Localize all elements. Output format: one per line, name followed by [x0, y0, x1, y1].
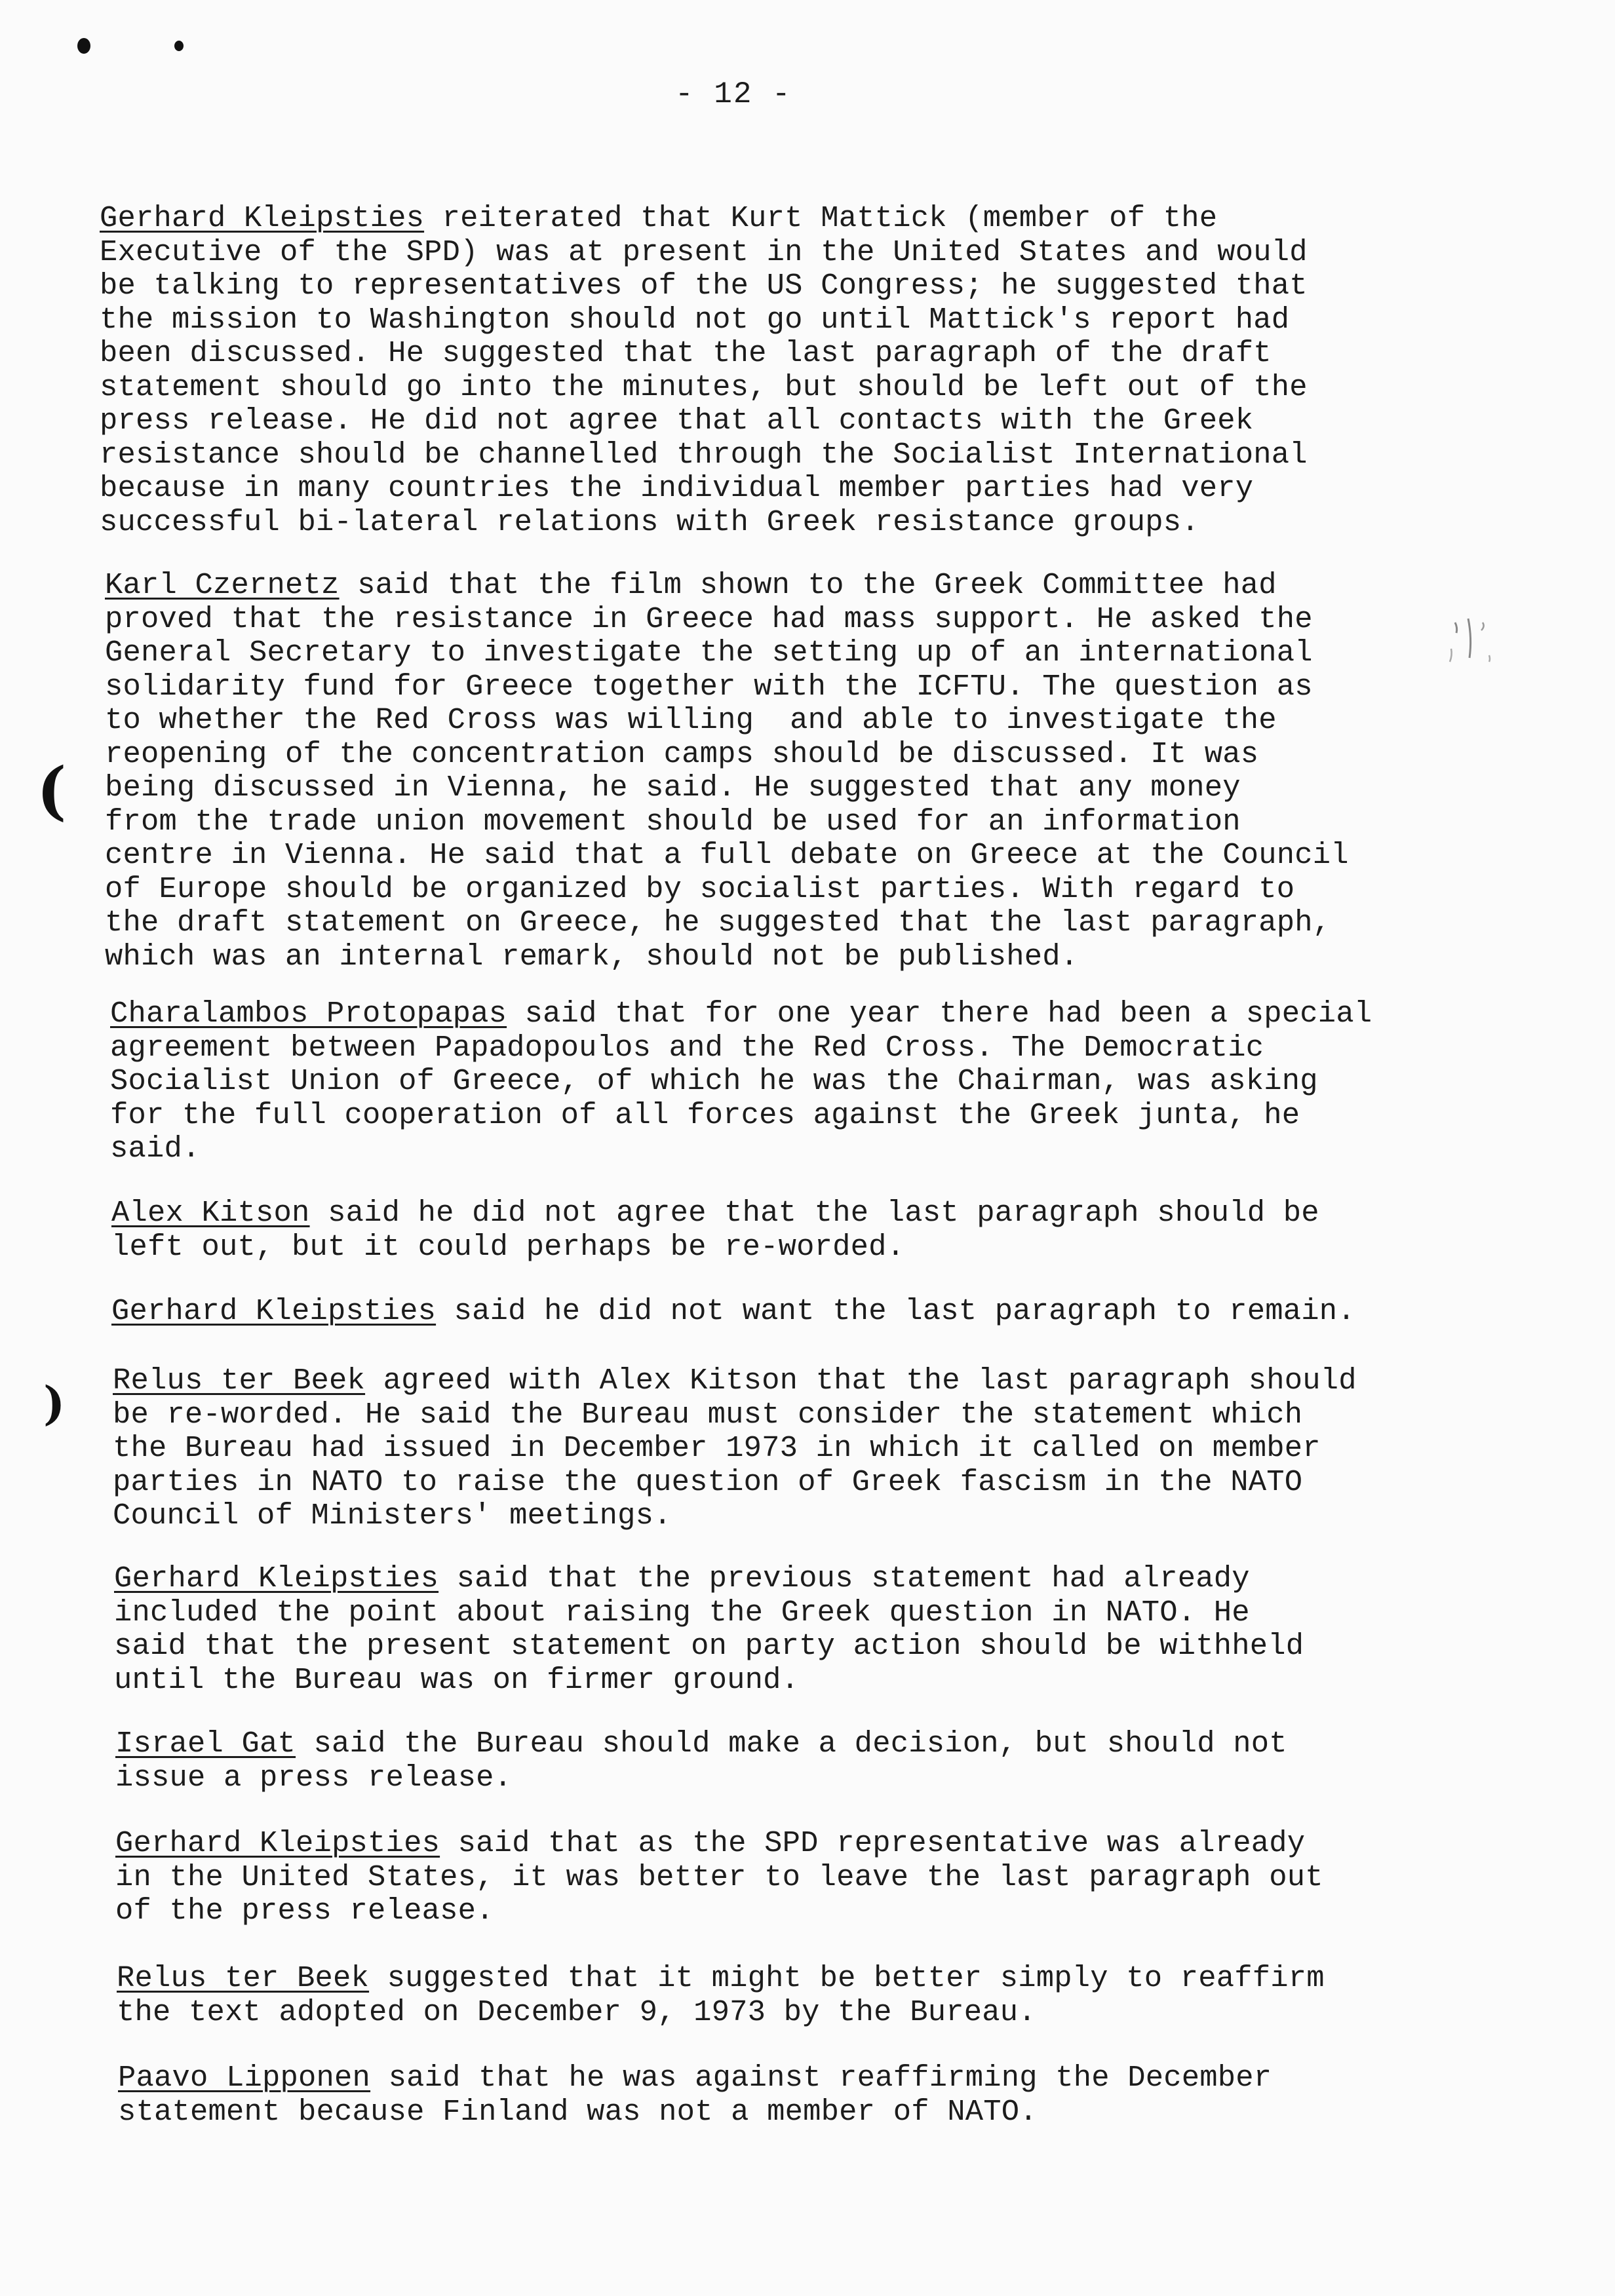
speaker-name: Gerhard Kleipsties [114, 1561, 439, 1596]
speaker-name: Relus ter Beek [113, 1364, 366, 1398]
minutes-paragraph [100, 202, 1509, 539]
page-number: - 12 - [675, 77, 792, 111]
paragraph-text: said that the previous statement had already [438, 1561, 1250, 1596]
paragraph-text: said he did not want the last paragraph to remain. [436, 1294, 1355, 1328]
speaker-name: Paavo Lipponen [118, 2061, 371, 2095]
minutes-paragraph [113, 1364, 1522, 1533]
punch-hole-mark [174, 41, 184, 51]
speaker-name: Karl Czernetz [105, 568, 340, 602]
minutes-paragraph [115, 1727, 1525, 1795]
speaker-name: Israel Gat [115, 1727, 296, 1761]
speaker-name: Alex Kitson [111, 1196, 310, 1230]
minutes-paragraph [111, 1196, 1521, 1264]
speaker-name: Charalambos Protopapas [110, 997, 507, 1031]
paragraph-text: proved that the resistance in Greece had mass support. He asked the General Secretary to investigate the setting up of an international solidarity fund for Greece together with the ICFTU. The question as to whether the Red Cross was willing and able to investigate the reopening of the concentration camps should be discussed. It was being discussed in Vienna, he said. He suggested that any money from the trade union movement should be used for an information centre in Vienna. He said that a full debate on Greece at the Council of Europe should be organized by socialist parties. With regard to the draft statement on Greece, he suggested that the last paragraph, which was an internal remark, should not be published. [105, 602, 1349, 974]
punch-hole-mark [77, 38, 90, 54]
speaker-name: Gerhard Kleipsties [100, 201, 425, 235]
minutes-paragraph [111, 1295, 1521, 1329]
paragraph-text: left out, but it could perhaps be re-worded. [111, 1229, 905, 1264]
margin-bracket-mark: ( [43, 1376, 66, 1430]
speaker-name: Gerhard Kleipsties [111, 1294, 437, 1328]
paragraph-text: issue a press release. [115, 1760, 513, 1795]
paragraph-text: included the point about raising the Greek question in NATO. He said that the present statement on party action should be withheld until the Bureau was on firmer ground. [114, 1595, 1304, 1697]
paragraph-text: said that as the SPD representative was already [440, 1826, 1306, 1860]
minutes-paragraph [118, 2061, 1527, 2129]
minutes-paragraph [105, 569, 1514, 974]
minutes-paragraph [114, 1562, 1523, 1697]
minutes-paragraph [117, 1962, 1526, 2029]
paragraph-text: said that he was against reaffirming the December [370, 2061, 1272, 2095]
paragraph-text: agreement between Papadopoulos and the Red Cross. The Democratic Socialist Union of Greece, of which he was the Chairman, was asking for the full cooperation of all forces against the Greek junta, he said. [110, 1030, 1318, 1166]
paragraph-text: said that for one year there had been a special [507, 997, 1372, 1031]
margin-bracket-mark: ( [37, 754, 67, 828]
paragraph-text: the text adopted on December 9, 1973 by the Bureau. [117, 1995, 1036, 2029]
paragraph-text: suggested that it might be better simply to reaffirm [369, 1961, 1325, 1995]
paragraph-text: said that the film shown to the Greek Committee had [339, 568, 1277, 602]
paragraph-text: be re-worded. He said the Bureau must consider the statement which the Bureau had issued in December 1973 in which it called on member parties in NATO to raise the question of Greek fascism in the NATO Council of Ministers' meetings. [113, 1397, 1321, 1533]
speaker-name: Relus ter Beek [117, 1961, 370, 1995]
paragraph-text: Executive of the SPD) was at present in the United States and would be talking to representatives of the US Congress; he suggested that the mission to Washington should not go until Mattick's report had been discussed. He suggested that the last paragraph of the draft statement should go into the minutes, but should be left out of the press release. He did not agree that all contacts with the Greek resistance should be channelled through the Socialist International because in many countries the individual member parties had very successful bi-lateral relations with Greek resistance groups. [100, 235, 1308, 539]
paragraph-text: agreed with Alex Kitson that the last paragraph should [365, 1364, 1357, 1398]
minutes-paragraph [115, 1827, 1525, 1928]
paragraph-text: said the Bureau should make a decision, but should not [296, 1727, 1287, 1761]
paragraph-text: in the United States, it was better to leave the last paragraph out of the press release. [115, 1860, 1323, 1928]
paragraph-text: reiterated that Kurt Mattick (member of the [424, 201, 1218, 235]
minutes-paragraph [110, 997, 1519, 1166]
paragraph-text: said he did not agree that the last paragraph should be [309, 1196, 1319, 1230]
speaker-name: Gerhard Kleipsties [115, 1826, 440, 1860]
paragraph-text: statement because Finland was not a member of NATO. [118, 2094, 1038, 2129]
